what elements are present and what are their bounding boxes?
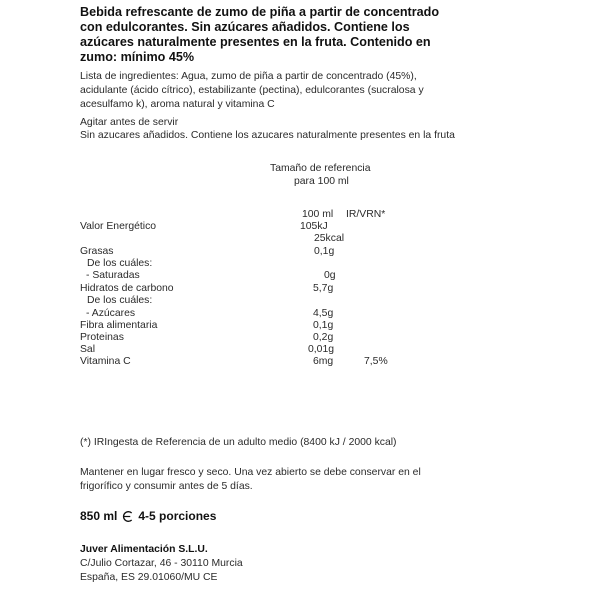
reference-size-unit: para 100 ml (294, 176, 349, 187)
sugars-value: 4,5g (313, 308, 334, 319)
storage-line: Mantener en lugar fresco y seco. Una vez abierto se debe conservar en el (80, 467, 421, 478)
serving-instructions (80, 116, 520, 142)
protein-label: Proteinas (80, 332, 124, 343)
net-volume: 850 ml (80, 509, 118, 523)
ingredients-list (80, 70, 500, 112)
title-line: con edulcorantes. Sin azúcares añadidos. Contiene los (80, 20, 410, 34)
salt-label: Sal (80, 344, 96, 355)
energy-kcal-value: 25kcal (314, 233, 345, 244)
fibre-value: 0,1g (313, 320, 334, 331)
manufacturer-name: Juver Alimentación S.L.U. (80, 544, 208, 555)
storage-line: frigorífico y consumir antes de 5 días. (80, 481, 253, 492)
title-line: zumo: mínimo 45% (80, 50, 195, 64)
reference-size-header (270, 162, 390, 188)
ingredients-line: Lista de ingredientes: Agua, zumo de piña a partir de concentrado (45%), (80, 71, 417, 82)
sugars-label: - Azúcares (86, 308, 136, 319)
health-registry: España, ES 29.01060/MU CE (80, 572, 218, 583)
salt-value: 0,01g (308, 344, 335, 355)
title-line: Bebida refrescante de zumo de piña a partir de concentrado (80, 5, 440, 19)
ingredients-line: acidulante (ácido cítrico), estabilizante (pectina), edulcorantes (sucralosa y (80, 85, 424, 96)
product-description (80, 5, 500, 65)
storage-instructions (80, 466, 500, 494)
column-header-ir: IR/VRN* (346, 209, 386, 220)
fat-value: 0,1g (314, 246, 335, 257)
volume-and-portions (80, 508, 216, 524)
fat-label: Grasas (80, 246, 114, 257)
reference-size-label: Tamaño de referencia (270, 163, 371, 174)
portions-count: 4-5 porciones (138, 509, 217, 523)
manufacturer-address: C/Julio Cortazar, 46 - 30110 Murcia (80, 558, 243, 569)
energy-label: Valor Energético (80, 221, 157, 232)
fat-of-which-label: De los cuáles: (87, 258, 153, 269)
estimated-sign-icon (121, 510, 134, 523)
saturated-label: - Saturadas (86, 270, 140, 281)
shake-instruction: Agitar antes de servir (80, 117, 179, 128)
carbohydrates-value: 5,7g (313, 283, 334, 294)
carbs-of-which-label: De los cuáles: (87, 295, 153, 306)
fibre-label: Fibra alimentaria (80, 320, 158, 331)
column-header-100ml: 100 ml (302, 209, 334, 220)
reference-intake-footnote: (*) IRIngesta de Referencia de un adulto medio (8400 kJ / 2000 kcal) (80, 437, 397, 448)
vitamin-c-value: 6mg (313, 356, 334, 367)
sugar-statement: Sin azucares añadidos. Contiene los azucares naturalmente presentes en la fruta (80, 130, 455, 141)
title-line: azúcares naturalmente presentes en la fruta. Contenido en (80, 35, 431, 49)
vitamin-c-label: Vitamina C (80, 356, 131, 367)
carbohydrates-label: Hidratos de carbono (80, 283, 174, 294)
ingredients-line: acesulfamo k), aroma natural y vitamina C (80, 99, 275, 110)
vitamin-c-ir-value: 7,5% (364, 356, 388, 367)
protein-value: 0,2g (313, 332, 334, 343)
energy-kj-value: 105kJ (300, 221, 328, 232)
manufacturer-info (80, 543, 380, 585)
saturated-value: 0g (324, 270, 336, 281)
